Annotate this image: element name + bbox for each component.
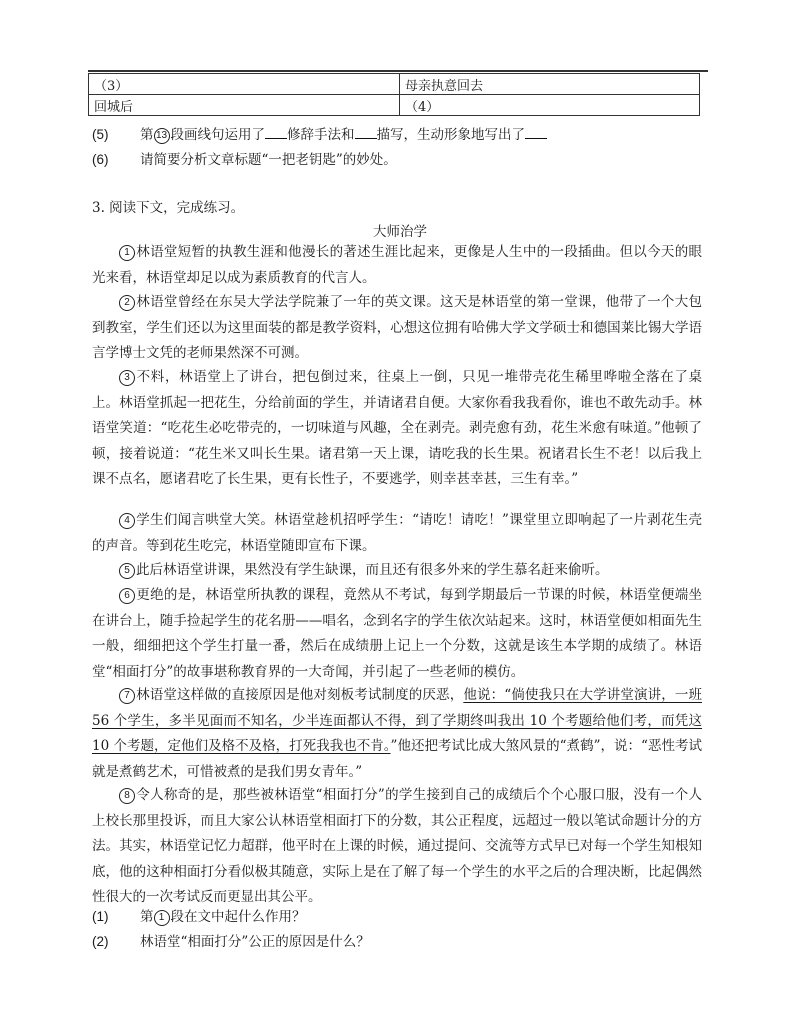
question-number: (1) [92, 909, 109, 924]
paragraph-4 [92, 508, 702, 559]
paragraph-3 [92, 365, 702, 493]
circled-number: 5 [119, 563, 135, 579]
circled-number: 8 [119, 788, 135, 804]
question-number: (5) [92, 127, 109, 142]
question-6 [92, 148, 397, 168]
paragraph-text: 林语堂这样做的直接原因是他对刻板考试制度的厌恶， [136, 687, 464, 703]
table-cell: 母亲执意回去 [400, 74, 700, 95]
circled-number: 2 [119, 295, 135, 311]
paragraph-2 [92, 290, 702, 367]
table-cell: 回城后 [89, 95, 400, 116]
circled-number: 6 [119, 588, 135, 604]
question-text: 请简要分析文章标题“一把老钥匙”的妙处。 [140, 152, 397, 168]
paragraph-text: 令人称奇的是，那些被林语堂“相面打分”的学生接到自己的成绩后个个心服口服，没有一个人上校长那里投诉，而且大家公认林语堂相面打下的分数，其公正程度，远超过一般以笔试命题计分的方法。其实，林语堂记忆力超群，他平时在上课的时候，通过提问、交流等方式早已对每一个学生知根知底，他的这种相面打分看似极其随意，实际上是在了解了每一个学生的水平之后的合理决断，比起偶然性很大的一次考试反而更显出其公平。 [92, 787, 702, 905]
question-text: 第 [140, 909, 154, 925]
question-text: 段在文中起什么作用？ [170, 909, 306, 925]
paragraph-text: 林语堂短暂的执教生涯和他漫长的著述生涯比起来，更像是人生中的一段插曲。但以今天的眼光来看，林语堂却足以成为素质教育的代言人。 [92, 244, 702, 286]
question-text: 修辞手法和 [287, 127, 355, 143]
answer-blank[interactable] [525, 126, 547, 139]
top-rule [88, 70, 708, 72]
question-number: (2) [92, 934, 109, 949]
circled-number: 7 [119, 688, 135, 704]
question-text: 段画线句运用了 [170, 127, 265, 143]
paragraph-1 [92, 240, 702, 291]
circled-number: 13 [154, 128, 170, 144]
table-cell: （4） [400, 95, 700, 116]
question-5 [92, 123, 547, 144]
paragraph-text: 林语堂曾经在东吴大学法学院兼了一年的英文课。这天是林语堂的第一堂课，他带了一个大包到教室，学生们还以为这里面装的都是教学资料，心想这位拥有哈佛大学文学硕士和德国莱比锡大学语言学博士文凭的老师果然深不可测。 [92, 294, 702, 361]
underlined-sentence: 他说：“倘使我只在大学讲堂演讲，一班 56 个学生，多半见面而不知名，少半连面都认不得，到了学期终叫我出 10 个考题给他们考，而凭这 10 个考题，定他们及格不及格，打死我我也不肯。 [92, 687, 703, 754]
paragraph-5 [92, 558, 702, 584]
article-title: 大师治学 [373, 224, 427, 240]
paragraph-6 [92, 583, 702, 685]
answer-blank[interactable] [265, 126, 287, 139]
question-1 [92, 905, 306, 926]
answer-blank[interactable] [355, 126, 377, 139]
circled-number: 3 [119, 370, 135, 386]
table-cell: （3） [89, 74, 400, 95]
paragraph-7 [92, 683, 702, 785]
section-heading: 3. 阅读下文，完成练习。 [92, 200, 245, 216]
paragraph-text: 不料，林语堂上了讲台，把包倒过来，往桌上一倒，只见一堆带壳花生稀里哗啦全落在了桌上。林语堂抓起一把花生，分给前面的学生，并请诸君自便。大家你看我我看你，谁也不敢先动手。林语堂笑道：“吃花生必吃带壳的，一切味道与风趣，全在剥壳。剥壳愈有劲，花生米愈有味道。”他顿了顿，接着说道：“花生米又叫长生果。诸君第一天上课，请吃我的长生果。祝诸君长生不老！以后我上课不点名，愿诸君吃了长生果，更有长性子，不要逃学，则幸甚幸甚，三生有幸。” [92, 369, 702, 487]
table-row [89, 74, 700, 95]
paragraph-8 [92, 783, 702, 911]
paragraph-text: ”他还把考试比成大煞风景的“煮鹤”，说：“恶性考试就是煮鹤艺术，可惜被煮的是我们男女青年。” [92, 738, 702, 780]
table-row [89, 95, 700, 116]
circled-number: 1 [154, 910, 170, 926]
circled-number: 4 [119, 513, 135, 529]
question-2 [92, 930, 370, 950]
paragraph-text: 更绝的是，林语堂所执教的课程，竟然从不考试，每到学期最后一节课的时候，林语堂便端坐在讲台上，随手捡起学生的花名册——唱名，念到名字的学生依次站起来。这时，林语堂便如相面先生一般，细细把这个学生打量一番，然后在成绩册上记上一个分数，这就是该生本学期的成绩了。林语堂“相面打分”的故事堪称教育界的一大奇闻，并引起了一些老师的模仿。 [92, 587, 702, 680]
paragraph-text: 此后林语堂讲课，果然没有学生缺课，而且还有很多外来的学生慕名赶来偷听。 [136, 562, 609, 578]
question-number: (6) [92, 152, 109, 167]
question-text: 林语堂“相面打分”公正的原因是什么？ [140, 934, 370, 950]
answer-table [88, 73, 700, 116]
paragraph-text: 学生们闻言哄堂大笑。林语堂趁机招呼学生：“请吃！请吃！”课堂里立即响起了一片剥花生壳的声音。等到花生吃完，林语堂随即宣布下课。 [92, 512, 702, 554]
circled-number: 1 [119, 245, 135, 261]
question-text: 描写，生动形象地写出了 [376, 127, 525, 143]
question-text: 第 [140, 127, 154, 143]
